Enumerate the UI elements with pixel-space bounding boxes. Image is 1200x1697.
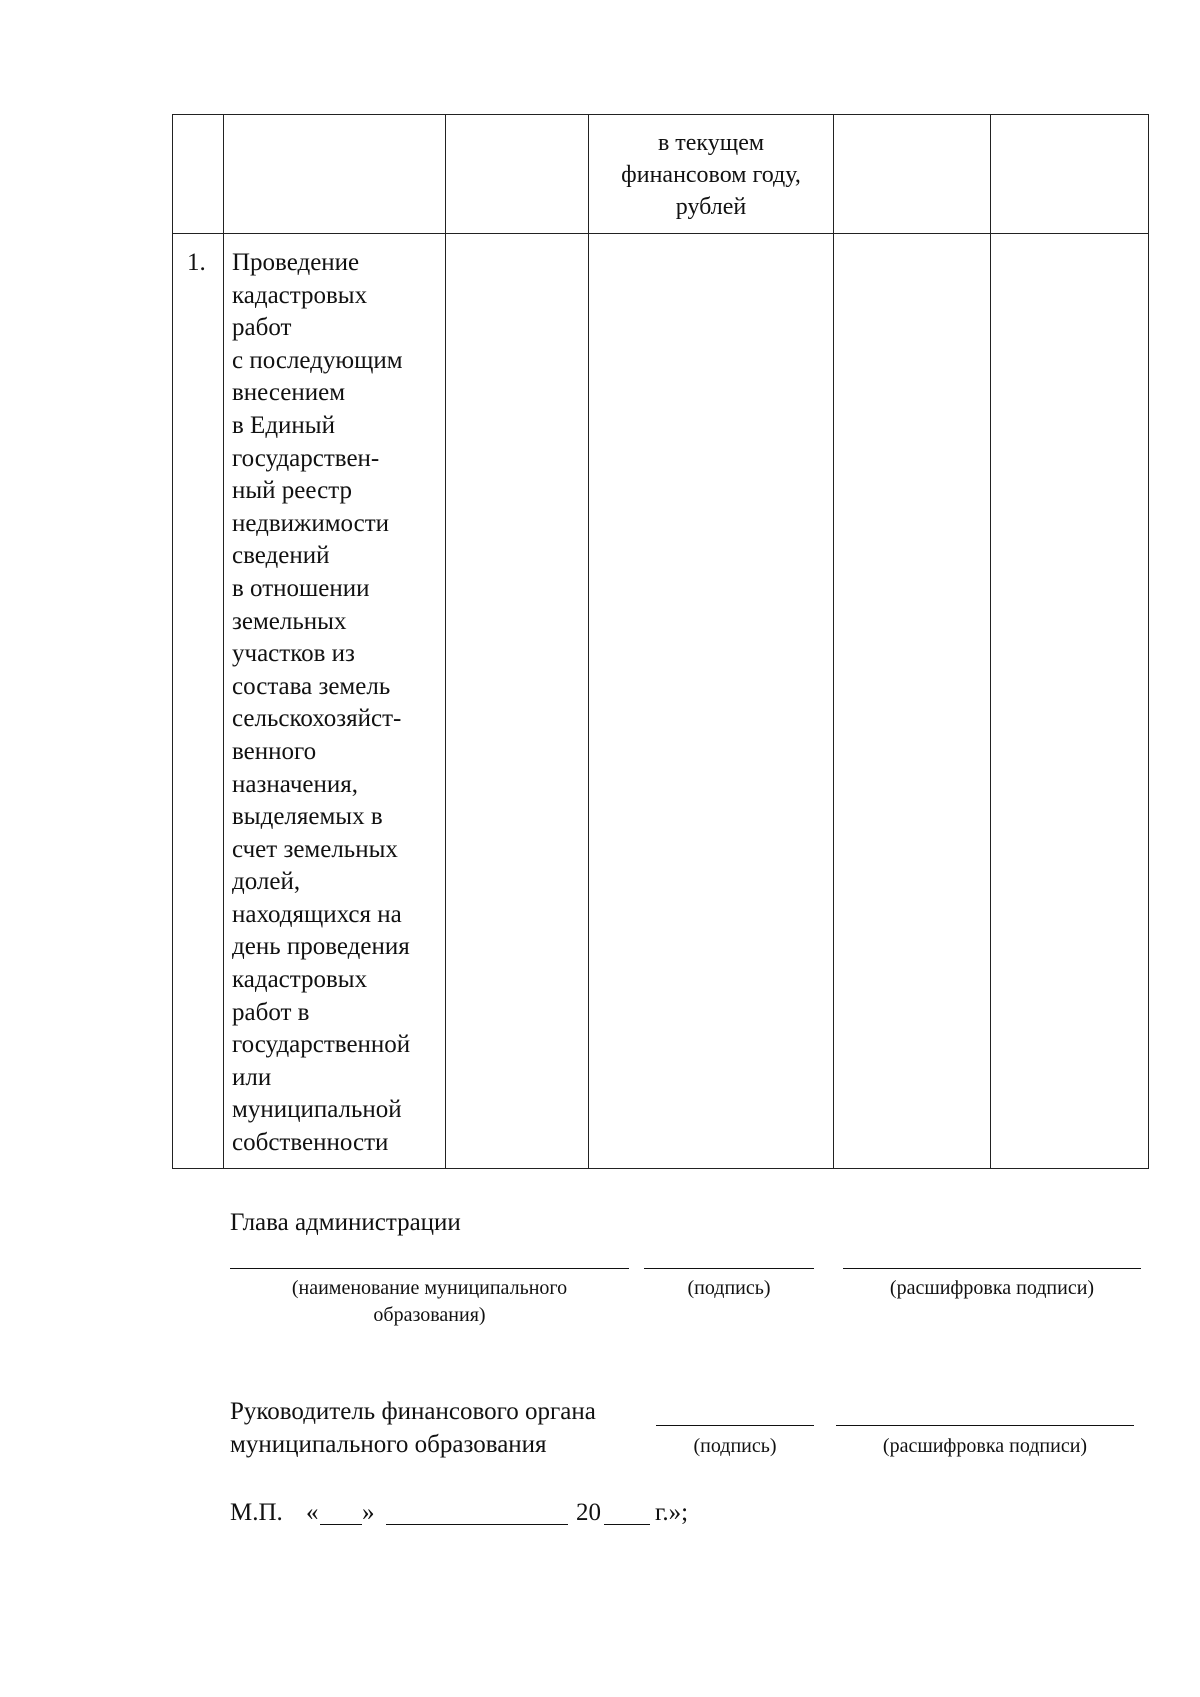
head-sign-line [644, 1268, 814, 1269]
row-cell-3 [446, 234, 589, 1169]
row-name-line: венного [232, 737, 317, 765]
row-cell-current-year [589, 234, 834, 1169]
finance-decode-line [836, 1425, 1134, 1426]
row-name-line: государственной [232, 1031, 411, 1059]
row-name-line: работ в [232, 998, 310, 1026]
finance-title-line2: муниципального образования [230, 1431, 547, 1458]
header-cell-5 [834, 115, 991, 234]
head-caption-sign: (подпись) [687, 1277, 771, 1299]
head-caption-name-2: образования) [373, 1304, 486, 1326]
date-year-line [604, 1524, 650, 1525]
row-name-line: кадастровых [232, 281, 368, 309]
row-name-line: ный реестр [232, 477, 352, 505]
date-day-line [320, 1524, 362, 1525]
row-name-line: муниципальной [232, 1096, 402, 1124]
row-name-line: день проведения [232, 933, 410, 961]
row-name-line: работ [232, 314, 292, 342]
row-name-line: кадастровых [232, 966, 368, 994]
finance-caption-sign: (подпись) [693, 1435, 777, 1457]
row-name-text [224, 234, 445, 1160]
row-cell-5 [834, 234, 991, 1169]
row-number-cell [173, 234, 224, 1169]
row-name-line: или [232, 1063, 272, 1091]
header-current-year-text: в текущем финансовом году, рублей [621, 130, 801, 220]
row-name-line: выделяемых в [232, 803, 383, 831]
date-quote-open: « [306, 1499, 319, 1526]
head-name-line [230, 1268, 629, 1269]
row-number: 1. [187, 249, 206, 276]
header-cell-6 [991, 115, 1149, 234]
row-name-line: земельных [232, 607, 347, 635]
row-name-line: собственности [232, 1129, 389, 1157]
row-name-line: находящихся на [232, 900, 402, 928]
row-name-line: долей, [232, 868, 301, 896]
header-cell-number [173, 115, 224, 234]
table-header-row [173, 115, 1149, 234]
date-year-suffix: г.»; [655, 1499, 689, 1526]
row-name-line: недвижимости [232, 509, 390, 537]
date-month-line [386, 1524, 568, 1525]
date-quote-close: » [362, 1499, 375, 1526]
finance-caption-decode: (расшифровка подписи) [882, 1435, 1088, 1457]
row-name-line: Проведение [232, 249, 360, 276]
row-name-line: сельскохозяйст- [232, 705, 402, 733]
header-cell-name [224, 115, 446, 234]
date-year-prefix: 20 [576, 1499, 601, 1526]
head-title: Глава администрации [230, 1209, 461, 1236]
budget-table [172, 114, 1149, 1169]
table-row [173, 234, 1149, 1169]
row-name-line: участков из [232, 640, 355, 668]
row-name-line: в Единый [232, 411, 335, 439]
finance-sign-line [656, 1425, 814, 1426]
row-cell-6 [991, 234, 1149, 1169]
header-cell-current-year [589, 115, 834, 234]
stamp-label: М.П. [230, 1499, 283, 1526]
row-name-line: в отношении [232, 574, 370, 602]
row-name-cell [224, 234, 446, 1169]
row-name-line: государствен- [232, 444, 380, 472]
head-decode-line [843, 1268, 1141, 1269]
row-name-line: с последующим [232, 346, 403, 374]
row-name-line: внесением [232, 379, 346, 407]
row-name-line: состава земель [232, 672, 391, 700]
row-name-line: назначения, [232, 770, 359, 798]
row-name-line: сведений [232, 542, 330, 570]
head-caption-name-1: (наименование муниципального [291, 1277, 568, 1299]
header-cell-3 [446, 115, 589, 234]
finance-title-line1: Руководитель финансового органа [230, 1398, 596, 1425]
row-name-line: счет земельных [232, 835, 398, 863]
head-caption-decode: (расшифровка подписи) [889, 1277, 1095, 1299]
